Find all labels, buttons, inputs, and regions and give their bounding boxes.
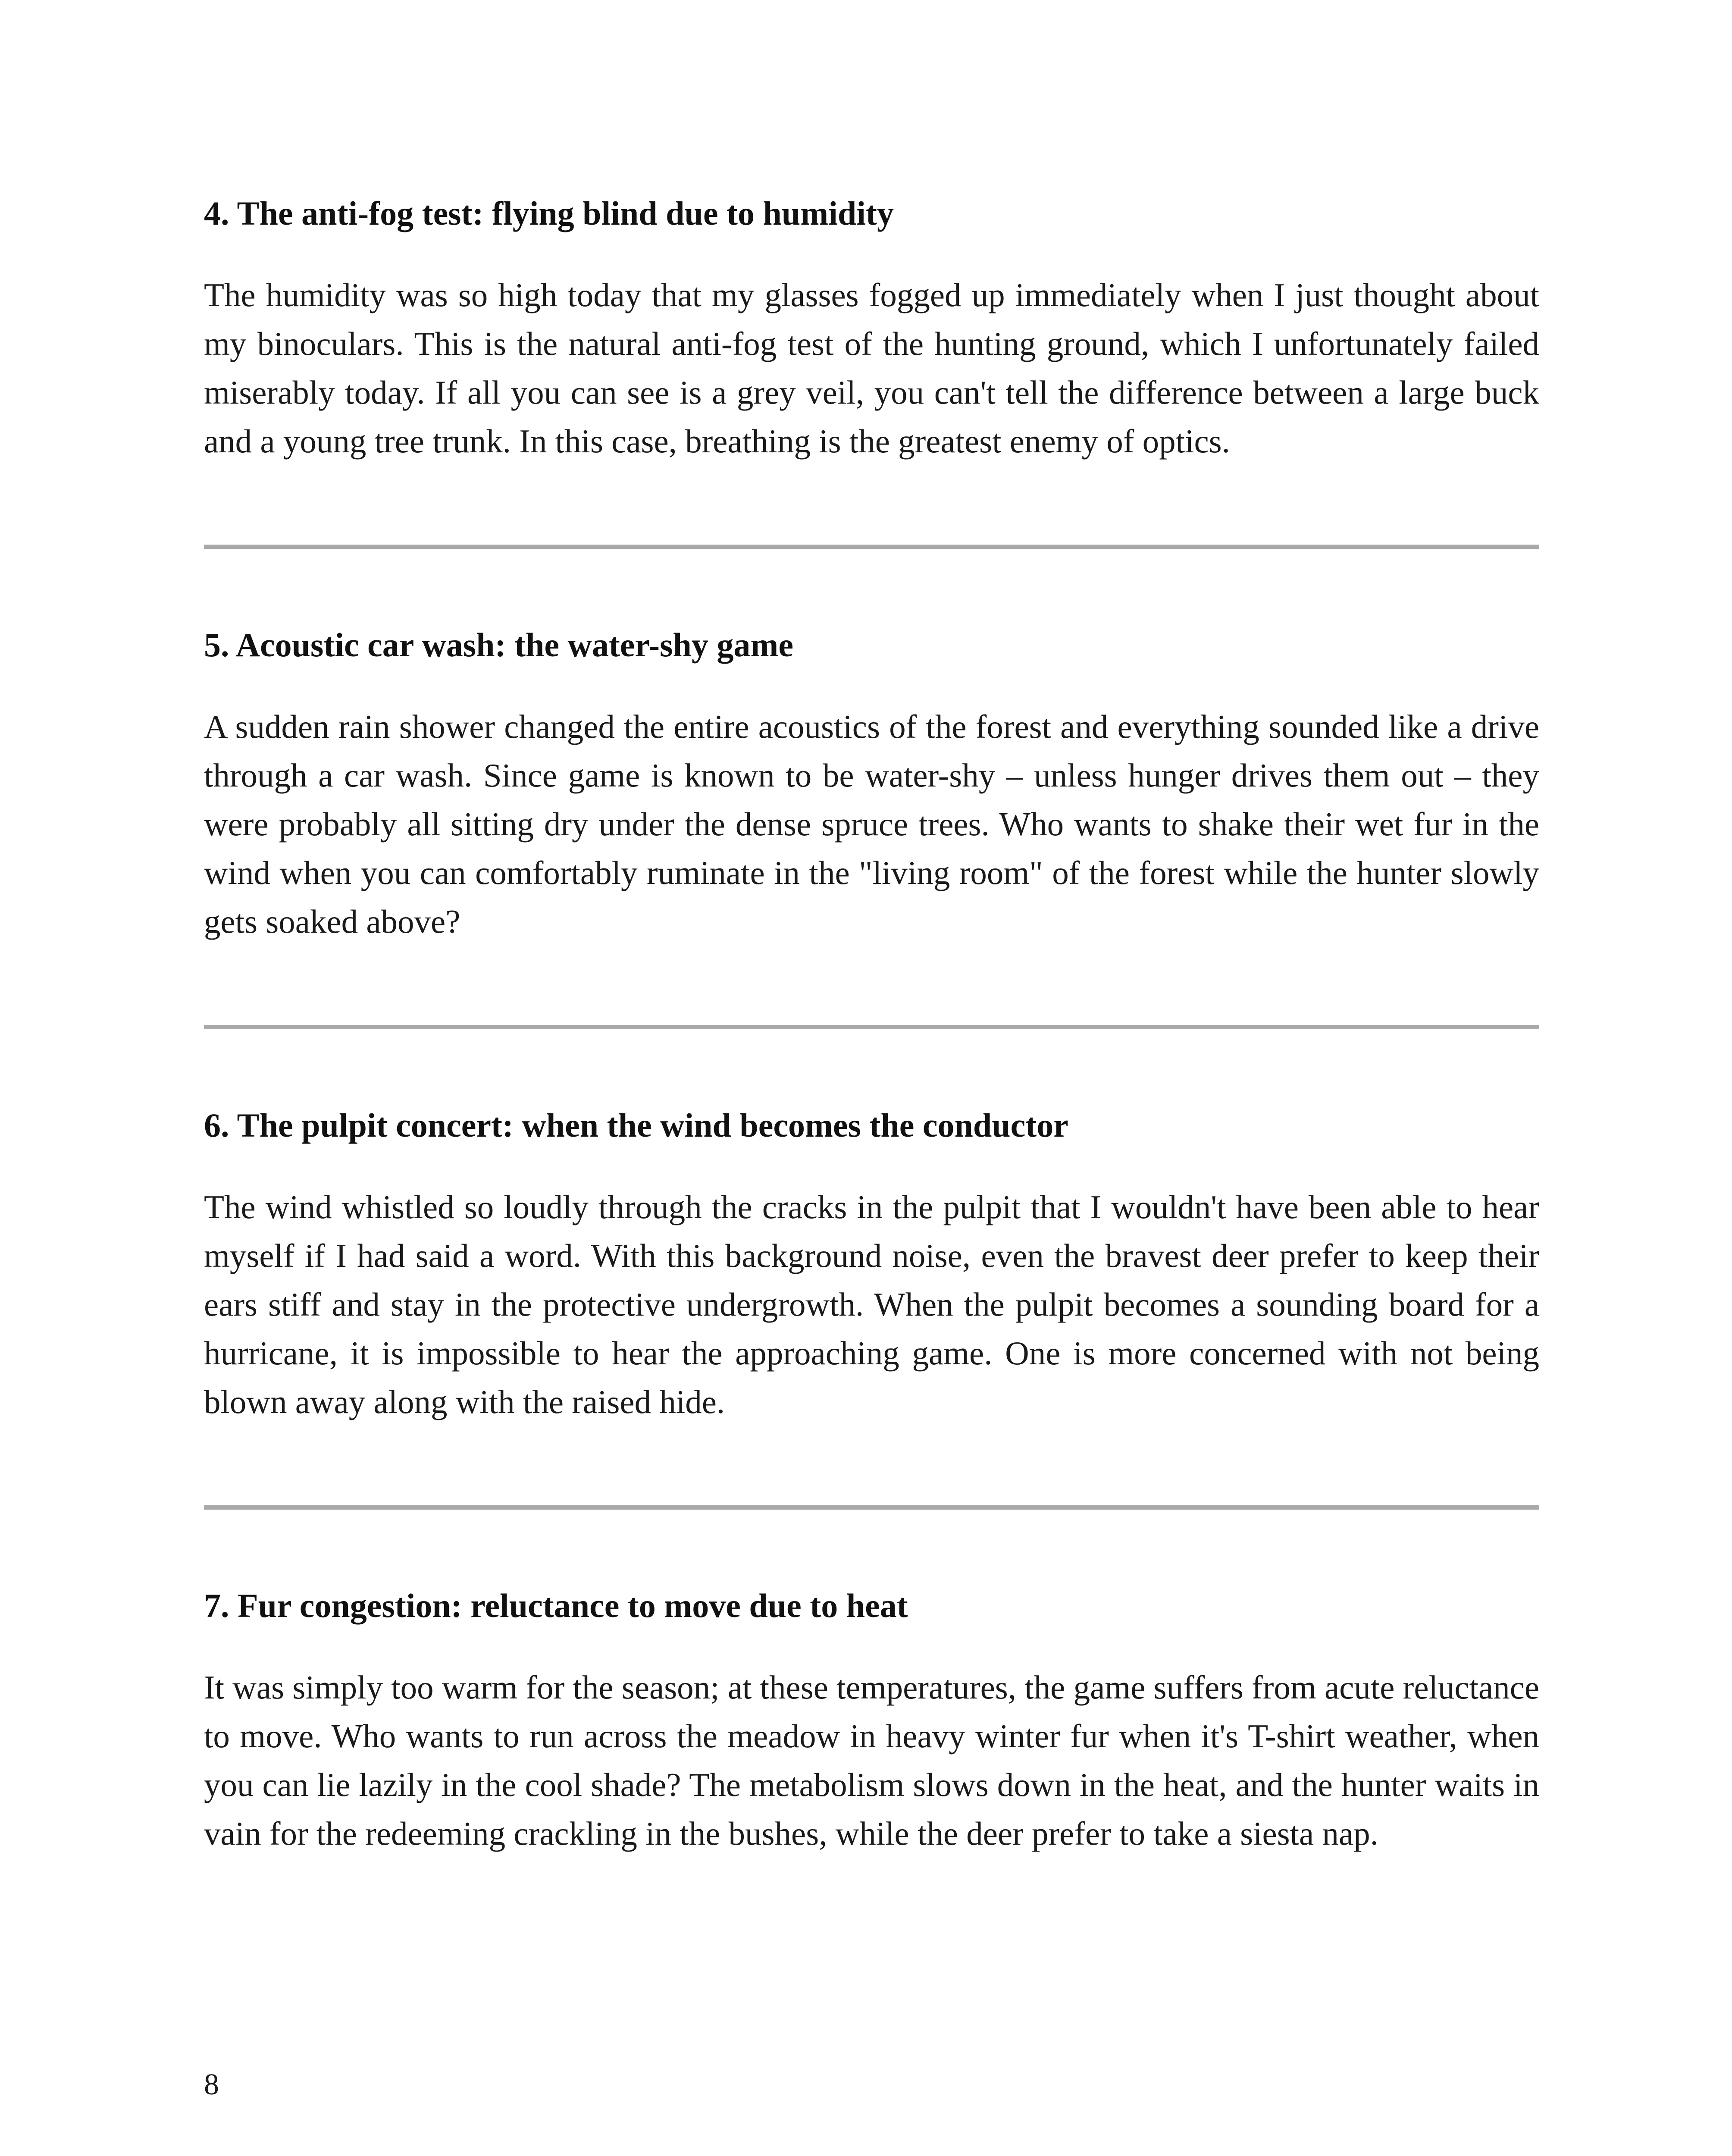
section-title: 7. Fur congestion: reluctance to move due to heat: [204, 1587, 908, 1624]
section-title: 5. Acoustic car wash: the water-shy game: [204, 626, 793, 664]
section-7: [204, 1582, 1539, 1858]
section-body: The wind whistled so loudly through the cracks in the pulpit that I wouldn't have been able to hear myself if I had said a word. With this background noise, even the bravest deer prefer to keep their ears stiff and stay in the protective undergrowth. When the pulpit becomes a sounding board for a hurricane, it is impossible to hear the approaching game. One is more concerned with not being blown away along with the raised hide.: [204, 1188, 1539, 1420]
section-6: [204, 1102, 1539, 1426]
section-body: The humidity was so high today that my glasses fogged up immediately when I just thought about my binoculars. This is the natural anti-fog test of the hunting ground, which I unfortunately failed miserably today. If all you can see is a grey veil, you can't tell the difference between a large buck and a young tree trunk. In this case, breathing is the greatest enemy of optics.: [204, 276, 1539, 460]
section-divider: [204, 545, 1539, 549]
section-title: 6. The pulpit concert: when the wind becomes the conductor: [204, 1106, 1068, 1144]
section-title: 4. The anti-fog test: flying blind due to humidity: [204, 194, 894, 232]
section-body: It was simply too warm for the season; at these temperatures, the game suffers from acute reluctance to move. Who wants to run across the meadow in heavy winter fur when it's T-shirt weather, when you can lie lazily in the cool shade? The metabolism slows down in the heat, and the hunter waits in vain for the redeeming crackling in the bushes, while the deer prefer to take a siesta nap.: [204, 1669, 1539, 1852]
page-content: [204, 190, 1539, 1858]
section-5: [204, 621, 1539, 946]
section-divider: [204, 1025, 1539, 1029]
section-4: [204, 190, 1539, 466]
page-number: 8: [204, 2068, 219, 2101]
section-divider: [204, 1505, 1539, 1510]
section-body: A sudden rain shower changed the entire acoustics of the forest and everything sounded like a drive through a car wash. Since game is known to be water-shy – unless hunger drives them out – they were probably all sitting dry under the dense spruce trees. Who wants to shake their wet fur in the wind when you can comfortably ruminate in the "living room" of the forest while the hunter slowly gets soaked above?: [204, 708, 1539, 940]
